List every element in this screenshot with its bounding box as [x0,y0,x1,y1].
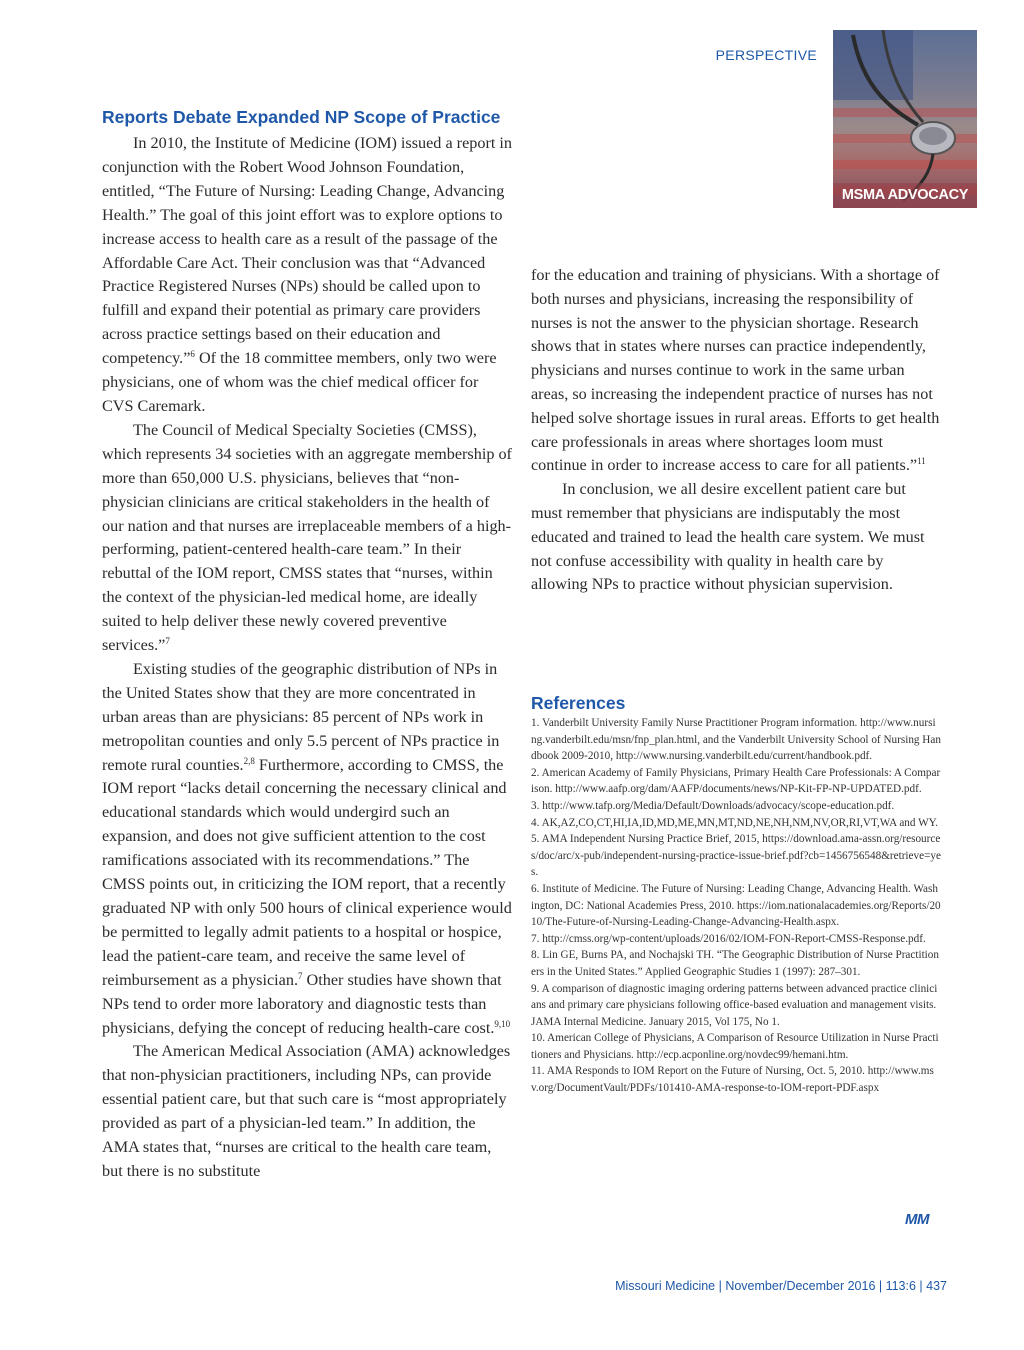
section-label: PERSPECTIVE [715,47,817,63]
paragraph: In 2010, the Institute of Medicine (IOM) issued a report in conjunction with the Robert Wood Johnson Foundation, entitled, “The Future of Nursing: Leading Change, Advancing Health.” The goal of this joint effort was to explore options to increase access to health care as a result of the passage of the Affordable Care Act. Their conclusion was that “Advanced Practice Registered Nurses (NPs) should be called upon to fulfill and expand their potential as primary care providers across practice settings based on their education and competency.”$^6$ Of the 18 committee members, only two were physicians, one of whom was the chief medical officer for CVS Caremark. [102,134,512,415]
msma-advocacy-banner-image [833,30,977,208]
paragraph: The American Medical Association (AMA) acknowledges that non-physician practitioners, including NPs, can provide essential patient care, but that such care is “most appropriately provided as part of a physician-led team.” In addition, the AMA states that, “nurses are critical to the health care team, but there is no substitute [102,1042,511,1180]
paragraph: Existing studies of the geographic distribution of NPs in the United States show that they are more concentrated in urban areas than are physicians: 85 percent of NPs work in metropolitan counties and only 5.5 percent of NPs practice in remote rural counties.$^{2,8}$ Furthermore, according to CMSS, the IOM report “lacks detail concerning the necessary clinical and educational standards which would undergird such an expansion, and does not give sufficient attention to the cost ramifications associated with its recommendations.” The CMSS points out, in criticizing the IOM report, that a recently graduated NP with only 500 hours of clinical experience would be permitted to legally admit patients to a hospital or hospice, lead the patient-care team, and receive the same level of reimbursement as a physician.$^7$ Other studies have shown that NPs tend to order more laboratory and diagnostic tests than physicians, defying the concept of reducing health-care cost.$^{9,10}$ [102,659,512,1037]
reference-item: 7. http://cmss.org/wp-content/uploads/2016/02/IOM-FON-Report-CMSS-Response.pdf. [531,932,926,945]
end-mark: MM [905,1211,929,1228]
reference-item: 1. Vanderbilt University Family Nurse Practitioner Program information. http://www.nursing.vanderbilt.edu/msn/fnp_plan.html, and the Vanderbilt University School of Nursing Handbook 2009-2010, http://www.nursing.vanderbilt.edu/current/handbook.pdf. [531,717,941,763]
reference-item: 2. American Academy of Family Physicians, Primary Health Care Professionals: A Comparison. http://www.aafp.org/dam/AAFP/documents/news/NP-Kit-FP-NP-UPDATED.pdf. [531,766,941,796]
paragraph: In conclusion, we all desire excellent patient care but must remember that physicians are indisputably the most educated and trained to lead the health care system. We must not confuse accessibility with quality in health care by allowing NPs to practice without physician supervision. [531,480,925,594]
article-column-right [531,264,941,597]
article-column-left [102,132,512,1184]
paragraph: The Council of Medical Specialty Societies (CMSS), which represents 34 societies with an aggregate membership of more than 650,000 U.S. physicians, believes that “non-physician clinicians are critical stakeholders in the health of our nation and that nurses are irreplaceable members of a high-performing, patient-centered health-care team.” In their rebuttal of the IOM report, CMSS states that “nurses, within the context of the physician-led medical home, are ideally suited to help deliver these newly covered preventive services.”$^7$ [102,420,512,655]
references-heading: References [531,693,626,713]
article-heading: Reports Debate Expanded NP Scope of Practice [102,107,501,127]
references-list [531,715,941,1097]
reference-item: 4. AK,AZ,CO,CT,HI,IA,ID,MD,ME,MN,MT,ND,NE,NH,NM,NV,OR,RI,VT,WA and WY. [531,816,939,829]
stethoscope-icon [833,30,977,208]
reference-item: 10. American College of Physicians, A Comparison of Resource Utilization in Nurse Practitioners and Physicians. http://ecp.acponline.org/novdec99/hemani.htm. [531,1032,939,1061]
page-footer: Missouri Medicine | November/December 2016 | 113:6 | 437 [615,1279,947,1293]
reference-item: 6. Institute of Medicine. The Future of Nursing: Leading Change, Advancing Health. Washington, DC: National Academies Press, 2010. https://iom.nationalacademies.org/Reports/2010/The-Future-of-Nursing-Leading-Change-Advancing-Health.aspx. [531,882,941,929]
banner-label: MSMA ADVOCACY [833,183,977,208]
reference-item: 3. http://www.tafp.org/Media/Default/Downloads/advocacy/scope-education.pdf. [531,799,895,812]
reference-item: 8. Lin GE, Burns PA, and Nochajski TH. “The Geographic Distribution of Nurse Practitioners in the United States.” Applied Geographic Studies 1 (1997): 287–301. [531,949,939,978]
reference-item: 9. A comparison of diagnostic imaging ordering patterns between advanced practice clinicians and primary care physicians following office-based evaluation and management visits. JAMA Internal Medicine. January 2015, Vol 175, No 1. [531,982,938,1028]
paragraph: for the education and training of physicians. With a shortage of both nurses and physicians, increasing the responsibility of nurses is not the answer to the physician shortage. Research shows that in states where nurses can practice independently, physicians and nurses continue to work in the same urban areas, so increasing the independent practice of nurses has not helped solve shortage issues in rural areas. Efforts to get health care professionals in areas where shortages loom must continue in order to increase access to care for all patients.”$^{11}$ [531,266,940,475]
reference-item: 11. AMA Responds to IOM Report on the Future of Nursing, Oct. 5, 2010. http://www.msv.org/DocumentVault/PDFs/101410-AMA-response-to-IOM-report-PDF.aspx [531,1065,934,1095]
reference-item: 5. AMA Independent Nursing Practice Brief, 2015, https://download.ama-assn.org/resources/doc/arc/x-pub/independent-nursing-practice-issue-brief.pdf?cb=1456756548&retrieve=yes. [531,833,941,879]
